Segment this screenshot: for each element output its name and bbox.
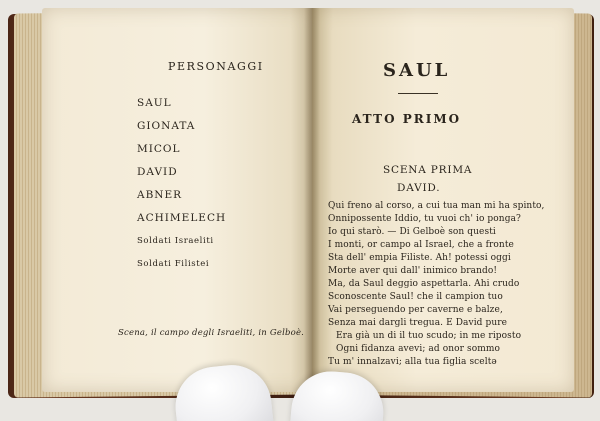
cast-member: ACHIMELECH <box>137 212 227 224</box>
verse-line: Qui freno al corso, a cui tua man mi ha spinto, <box>328 201 545 211</box>
book-gutter <box>304 8 320 392</box>
cast-member: MICOL <box>137 143 181 155</box>
title-rule <box>398 93 438 94</box>
act-title: ATTO PRIMO <box>352 112 462 126</box>
verse-line: Era già un di il tuo scudo; in me riposto <box>336 331 522 341</box>
play-title: SAUL <box>383 60 451 81</box>
verse-line: Vai perseguendo per caverne e balze, <box>328 305 503 315</box>
verse-line: Io qui starò. — Di Gelboè son questi <box>328 227 496 237</box>
scene-title: SCENA PRIMA <box>383 164 473 176</box>
verse-line: Ma, da Saul deggio aspettarla. Ahi crudo <box>328 279 520 289</box>
cast-group: Soldati Filistei <box>137 259 210 269</box>
scene-setting-note: Scena, il campo degli Israeliti, in Gelboè. <box>118 328 305 338</box>
verse-line: Morte aver qui dall' inimico brando! <box>328 266 498 276</box>
verse-line: I monti, or campo al Israel, che a fronte <box>328 240 514 250</box>
cast-member: GIONATA <box>137 120 196 132</box>
cast-list <box>137 96 226 280</box>
cast-member: SAUL <box>137 97 172 109</box>
cast-group: Soldati Israeliti <box>137 236 214 246</box>
verse-line: Onnipossente Iddio, tu vuoi ch' io ponga? <box>328 214 521 224</box>
verse-line: Sta dell' empia Filiste. Ah! potessi oggi <box>328 253 511 263</box>
verse-line: Sconoscente Saul! che il campion tuo <box>328 292 503 302</box>
speaker-name: DAVID. <box>397 182 441 194</box>
cast-heading: PERSONAGGI <box>168 60 264 73</box>
verse-line: Tu m' innalzavi; alla tua figlia sceltə <box>328 357 497 367</box>
verse-lines <box>328 200 545 369</box>
cast-member: ABNER <box>137 189 183 201</box>
verse-line: Senza mai dargli tregua. E David pure <box>328 318 508 328</box>
verse-line: Ogni fidanza avevi; ad onor sommo <box>336 344 501 354</box>
cast-member: DAVID <box>137 166 178 178</box>
